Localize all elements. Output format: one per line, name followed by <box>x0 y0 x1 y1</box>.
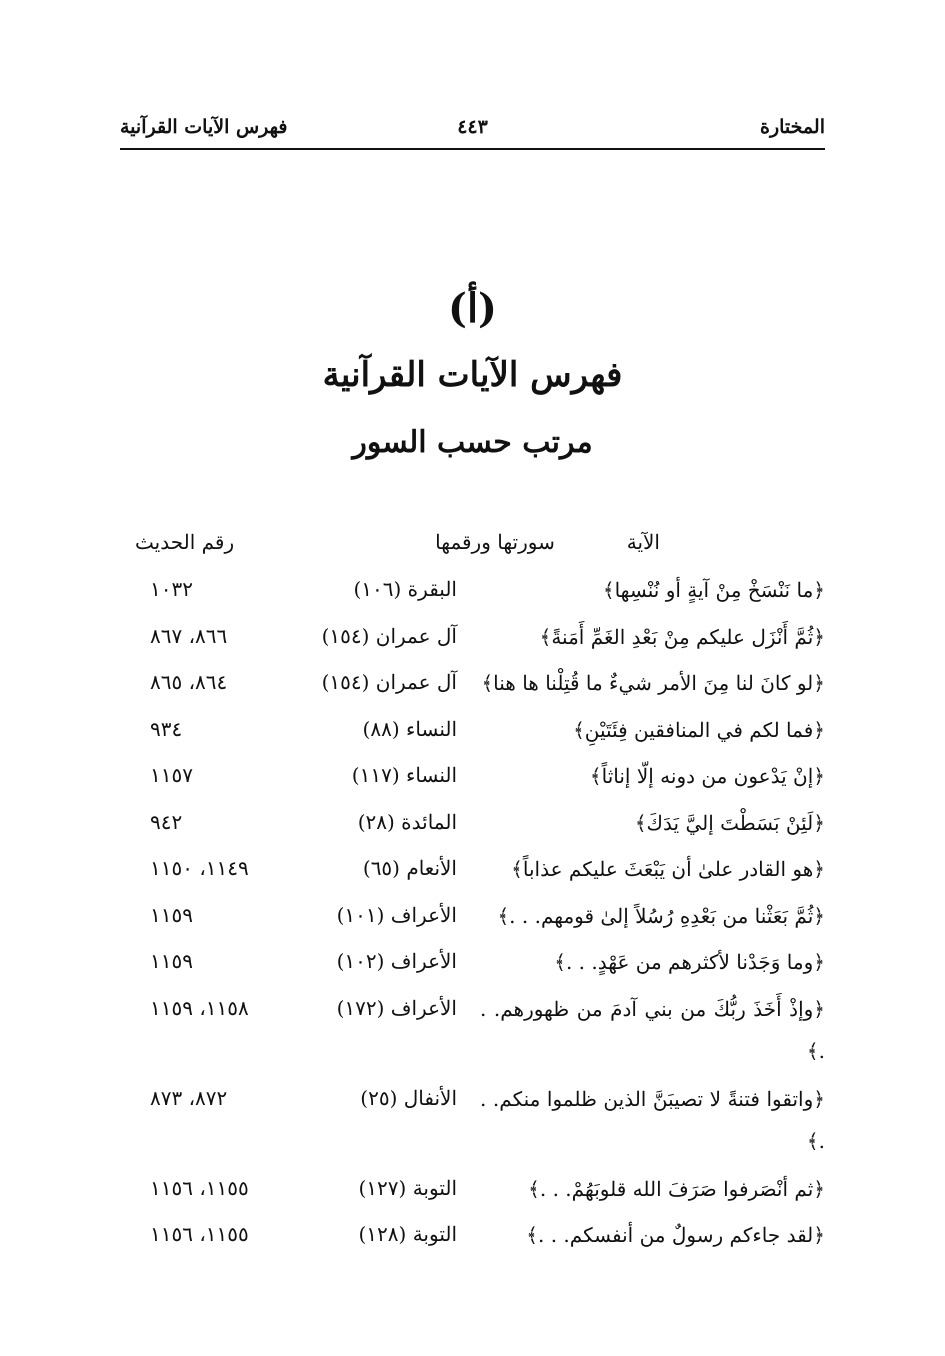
index-subtitle: مرتب حسب السور <box>352 425 593 460</box>
hadith-numbers: ٩٤٢ <box>150 809 183 834</box>
hadith-numbers: ١١٥٨، ١١٥٩ <box>150 995 249 1020</box>
surah-reference: البقرة (١٠٦) <box>353 577 457 601</box>
table-row <box>120 1220 825 1267</box>
verse-text: ﴿ثُمَّ بَعَثْنا من بَعْدِهِ رُسُلاً إلىٰ قومهم. . .﴾ <box>497 903 825 928</box>
page-number: ٤٤٣ <box>457 116 488 138</box>
surah-reference: آل عمران (١٥٤) <box>321 623 457 648</box>
hadith-numbers: ٨٧٢، ٨٧٣ <box>150 1085 228 1110</box>
surah-reference: الأنعام (٦٥) <box>362 856 457 880</box>
surah-reference: آل عمران (١٥٤) <box>321 670 457 694</box>
hadith-numbers: ١١٥٥، ١١٥٦ <box>150 1222 249 1246</box>
section-title: فهرس الآيات القرآنية <box>120 116 288 138</box>
surah-reference: النساء (٨٨) <box>362 716 457 741</box>
surah-reference: النساء (١١٧) <box>351 763 457 787</box>
hadith-numbers: ٨٦٤، ٨٦٥ <box>150 670 228 694</box>
verse-text: ﴿إنْ يَدْعون من دونه إلّا إناثاً﴾ <box>589 764 825 788</box>
table-header <box>120 530 825 562</box>
verse-text: ﴿لو كانَ لنا مِنَ الأمر شيءٌ ما قُتِلْنا ها هنا﴾ <box>481 671 825 695</box>
hadith-numbers: ١١٥٩ <box>150 949 193 973</box>
table-row <box>120 1084 825 1174</box>
index-title: فهرس الآيات القرآنية <box>322 355 623 395</box>
verse-index-table <box>120 575 825 1267</box>
table-row <box>120 994 825 1084</box>
hadith-numbers: ٩٣٤ <box>150 716 183 741</box>
verse-text: ﴿لقد جاءكم رسولٌ من أنفسكم. . .﴾ <box>526 1223 825 1247</box>
hadith-numbers: ١٠٣٢ <box>150 577 193 601</box>
verse-text: ﴿وما وَجَدْنا لأكثرهم من عَهْدٍ. . .﴾ <box>554 950 825 974</box>
verse-text: ﴿فما لكم في المنافقين فِئَتَيْنِ﴾ <box>573 717 825 742</box>
verse-text: ﴿واتقوا فتنةً لا تصيبَنَّ الذين ظلموا منكم. . .﴾ <box>480 1086 825 1153</box>
section-mark: (أ) <box>448 285 497 332</box>
book-title: المختارة <box>760 116 825 138</box>
surah-reference: الأعراف (١٠١) <box>336 902 457 927</box>
verse-text: ﴿وإذْ أَخَذَ ربُّكَ من بني آدمَ من ظهورهم. . .﴾ <box>480 996 825 1063</box>
column-header-hadith: رقم الحديث <box>135 530 235 554</box>
column-header-verse: الآية <box>626 530 660 554</box>
hadith-numbers: ١١٥٥، ١١٥٦ <box>150 1175 249 1200</box>
surah-reference: التوبة (١٢٧) <box>358 1175 457 1200</box>
surah-reference: المائدة (٢٨) <box>357 809 457 834</box>
verse-text: ﴿ما نَنْسَخْ مِنْ آيةٍ أو نُنْسِها﴾ <box>602 578 825 602</box>
column-header-surah: سورتها ورقمها <box>435 530 555 554</box>
surah-reference: التوبة (١٢٨) <box>358 1222 457 1246</box>
hadith-numbers: ١١٥٧ <box>150 763 193 787</box>
hadith-numbers: ١١٥٩ <box>150 902 193 927</box>
verse-text: ﴿لَئِنْ بَسَطْتَ إليَّ يَدَكَ﴾ <box>634 810 825 835</box>
header-divider <box>120 148 825 150</box>
surah-reference: الأنفال (٢٥) <box>360 1085 457 1110</box>
verse-text: ﴿هو القادر علىٰ أن يَبْعَثَ عليكم عذاباً﴾ <box>511 857 825 881</box>
surah-reference: الأعراف (١٠٢) <box>336 949 457 973</box>
hadith-numbers: ١١٤٩، ١١٥٠ <box>150 856 249 880</box>
verse-text: ﴿ثُمَّ أَنْزَل عليكم مِنْ بَعْدِ الغَمِّ أَمَنةً﴾ <box>539 624 825 649</box>
surah-reference: الأعراف (١٧٢) <box>336 995 457 1020</box>
verse-text: ﴿ثم أنْصَرفوا صَرَفَ الله قلوبَهُمْ. . .﴾ <box>528 1176 825 1201</box>
running-head <box>120 112 825 146</box>
hadith-numbers: ٨٦٦، ٨٦٧ <box>150 623 228 648</box>
